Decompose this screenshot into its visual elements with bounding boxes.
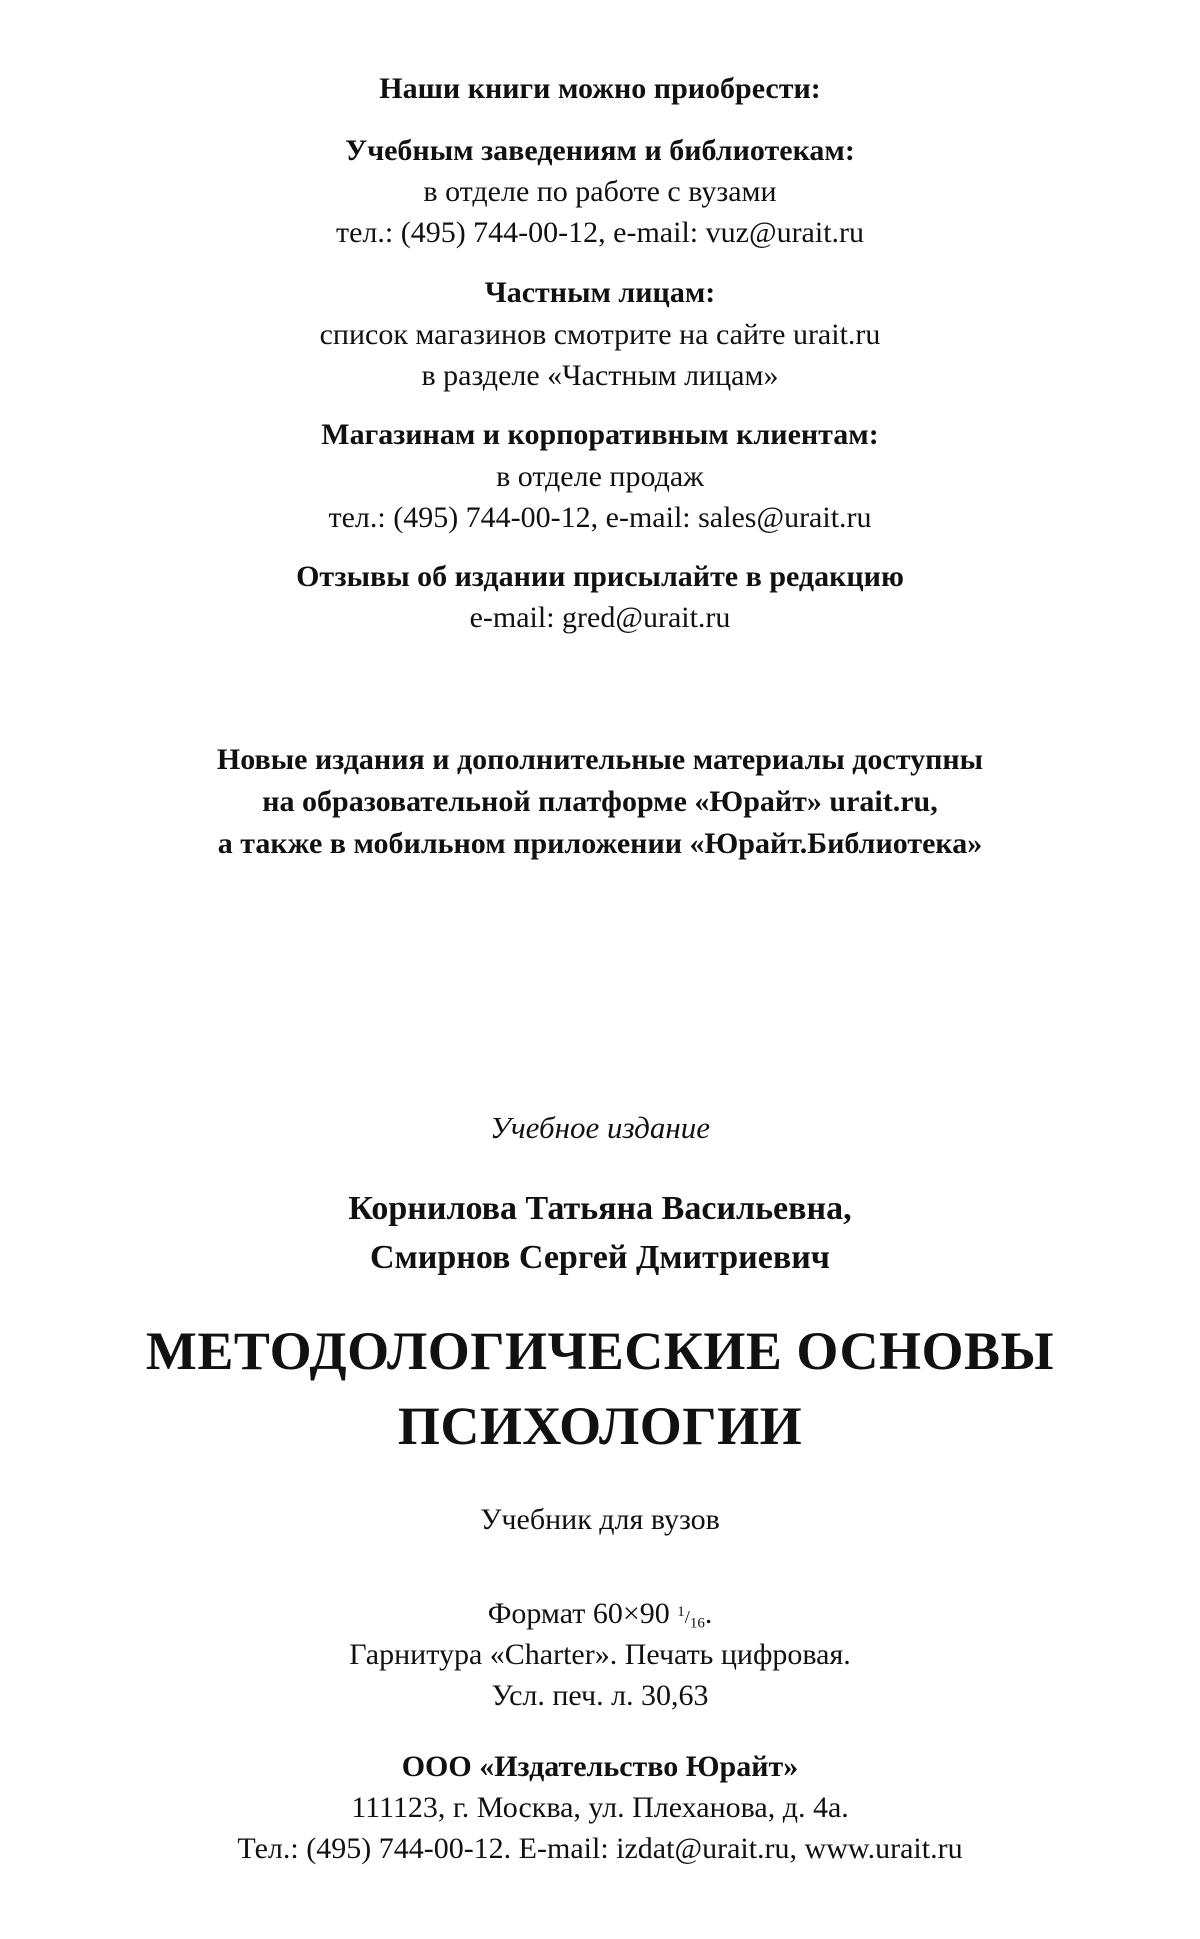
format-fraction: $^1/_{16}$ bbox=[677, 1604, 705, 1632]
feedback-email: e-mail: gred@urait.ru bbox=[469, 601, 731, 634]
format-numerator: 1 bbox=[677, 1604, 685, 1620]
edition-type: Учебное издание bbox=[490, 1110, 710, 1145]
individuals-line1: список магазинов смотрите на сайте urait.ru bbox=[319, 318, 881, 351]
format-suffix: . bbox=[704, 1597, 713, 1630]
stores-contact: тел.: (495) 744-00-12, e-mail: sales@urait.ru bbox=[328, 501, 872, 534]
author-1: Корнилова Татьяна Васильевна, bbox=[348, 1190, 852, 1227]
author-2: Смирнов Сергей Дмитриевич bbox=[370, 1239, 830, 1276]
individuals-line2: в разделе «Частным лицам» bbox=[421, 359, 779, 392]
sheets-line: Усл. печ. л. 30,63 bbox=[491, 1679, 709, 1712]
feedback-label: Отзывы об издании присылайте в редакцию bbox=[296, 560, 904, 593]
format-denominator: 16 bbox=[689, 1615, 705, 1632]
stores-label: Магазинам и корпоративным клиентам: bbox=[321, 418, 879, 451]
platform-line1: Новые издания и дополнительные материалы доступны bbox=[216, 743, 984, 776]
publisher-contact: Тел.: (495) 744-00-12. E-mail: izdat@urait.ru, www.urait.ru bbox=[237, 1832, 963, 1865]
institutions-label: Учебным заведениям и библиотекам: bbox=[345, 134, 855, 167]
platform-line2: на образовательной платформе «Юрайт» urait.ru, bbox=[262, 785, 938, 818]
book-title-line1: МЕТОДОЛОГИЧЕСКИЕ ОСНОВЫ bbox=[145, 1321, 1055, 1381]
format-line bbox=[0, 1597, 1200, 1633]
institutions-dept: в отделе по работе с вузами bbox=[423, 175, 777, 208]
publisher-address: 111123, г. Москва, ул. Плеханова, д. 4а. bbox=[351, 1791, 849, 1824]
format-prefix: Формат 60×90 bbox=[487, 1597, 678, 1630]
individuals-label: Частным лицам: bbox=[484, 276, 716, 309]
institutions-contact: тел.: (495) 744-00-12, e-mail: vuz@urait.ru bbox=[335, 216, 865, 249]
typeface-line: Гарнитура «Charter». Печать цифровая. bbox=[349, 1638, 851, 1671]
purchase-heading: Наши книги можно приобрести: bbox=[379, 72, 821, 105]
book-title-line2: ПСИХОЛОГИИ bbox=[397, 1396, 803, 1456]
publisher-name: ООО «Издательство Юрайт» bbox=[401, 1750, 799, 1783]
platform-line3: а также в мобильном приложении «Юрайт.Библиотека» bbox=[217, 827, 983, 860]
stores-dept: в отделе продаж bbox=[496, 460, 704, 493]
book-subtitle: Учебник для вузов bbox=[480, 1503, 720, 1536]
